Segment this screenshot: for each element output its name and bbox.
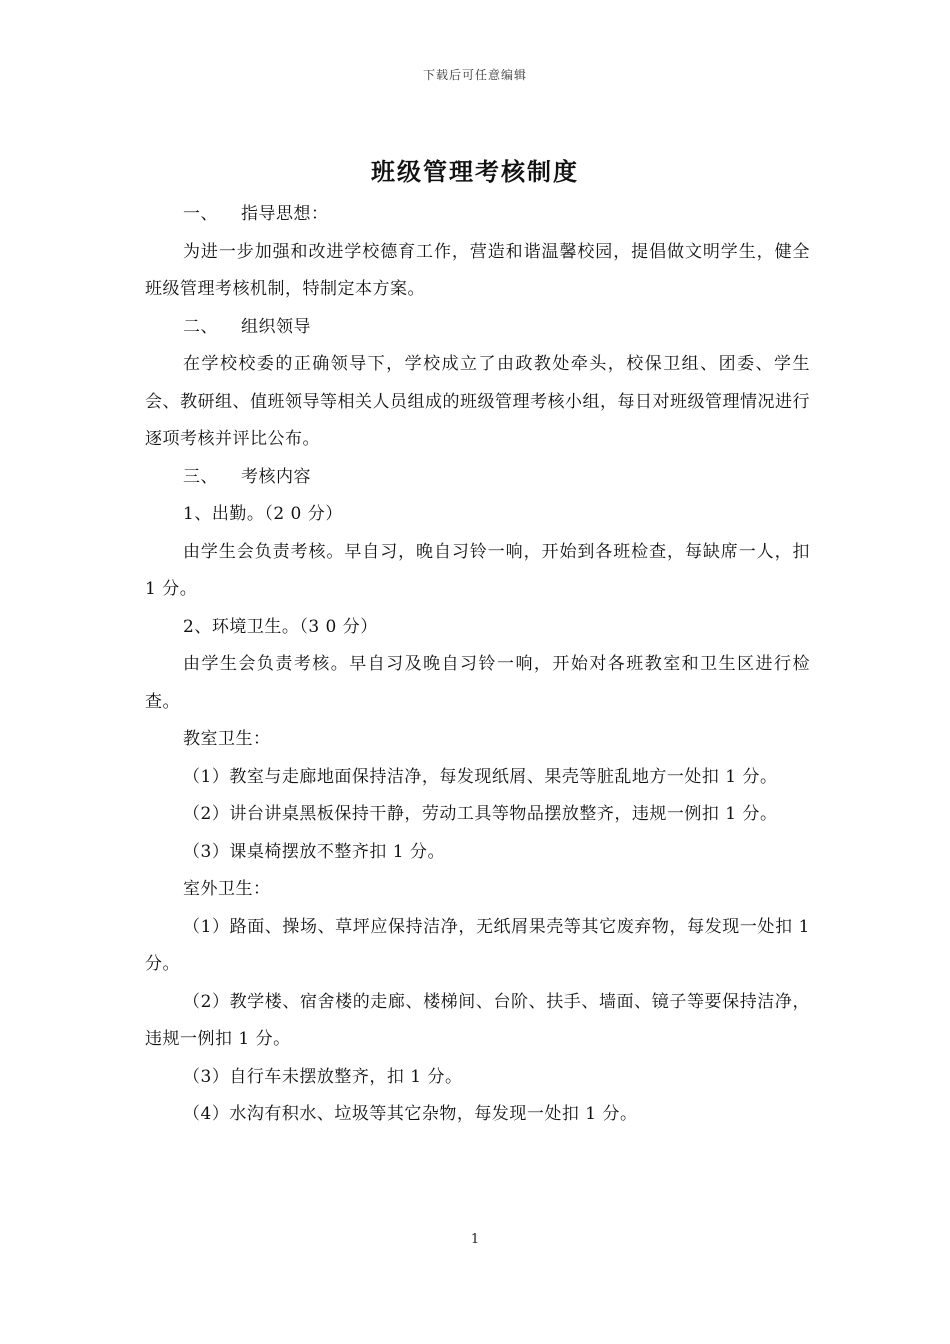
classroom-rule-2: （2）讲台讲桌黑板保持干静，劳动工具等物品摆放整齐，违规一例扣 1 分。 bbox=[183, 804, 778, 824]
outdoor-hygiene-title: 室外卫生： bbox=[183, 879, 271, 899]
item-attendance-title: 1、出勤。（2 0 分） bbox=[183, 504, 343, 524]
document-body bbox=[145, 196, 810, 1134]
paragraph-guiding-thought: 为进一步加强和改进学校德育工作，营造和谐温馨校园，提倡做文明学生，健全班级管理考核机制，特制定本方案。 bbox=[145, 241, 810, 299]
page-number: 1 bbox=[470, 1232, 480, 1247]
section-number: 二、 bbox=[183, 316, 218, 337]
item-hygiene-title: 2、环境卫生。（3 0 分） bbox=[183, 616, 378, 637]
outdoor-rule-2: （2）教学楼、宿舍楼的走廊、楼梯间、台阶、扶手、墙面、镜子等要保持洁净，违规一例扣 1 分。 bbox=[145, 991, 810, 1049]
section-heading-1 bbox=[145, 196, 810, 234]
page-header: 下载后可任意编辑 bbox=[422, 68, 527, 82]
outdoor-rule-3: （3）自行车未摆放整齐，扣 1 分。 bbox=[183, 1066, 463, 1087]
section-label: 考核内容 bbox=[241, 466, 311, 487]
classroom-rule-3: （3）课桌椅摆放不整齐扣 1 分。 bbox=[183, 841, 445, 862]
outdoor-rule-4: （4）水沟有积水、垃圾等其它杂物，每发现一处扣 1 分。 bbox=[183, 1104, 638, 1124]
section-label: 指导思想： bbox=[241, 204, 329, 224]
classroom-rule-1: （1）教室与走廊地面保持洁净，每发现纸屑、果壳等脏乱地方一处扣 1 分。 bbox=[183, 766, 778, 787]
item-hygiene-desc: 由学生会负责考核。早自习及晚自习铃一响，开始对各班教室和卫生区进行检查。 bbox=[145, 654, 810, 712]
paragraph-organization: 在学校校委的正确领导下，学校成立了由政教处牵头，校保卫组、团委、学生会、教研组、值班领导等相关人员组成的班级管理考核小组，每日对班级管理情况进行逐项考核并评比公布。 bbox=[145, 354, 810, 449]
outdoor-rule-1: （1）路面、操场、草坪应保持洁净，无纸屑果壳等其它废弃物，每发现一处扣 1 分。 bbox=[145, 916, 810, 974]
section-number: 三、 bbox=[183, 466, 218, 487]
section-heading-2 bbox=[145, 309, 810, 347]
section-number: 一、 bbox=[183, 204, 218, 224]
classroom-hygiene-title: 教室卫生： bbox=[183, 729, 271, 749]
document-title: 班级管理考核制度 bbox=[371, 157, 579, 186]
item-attendance-desc: 由学生会负责考核。早自习，晚自习铃一响，开始到各班检查，每缺席一人，扣 1 分。 bbox=[145, 541, 810, 599]
section-heading-3 bbox=[145, 459, 810, 497]
section-label: 组织领导 bbox=[241, 316, 311, 337]
